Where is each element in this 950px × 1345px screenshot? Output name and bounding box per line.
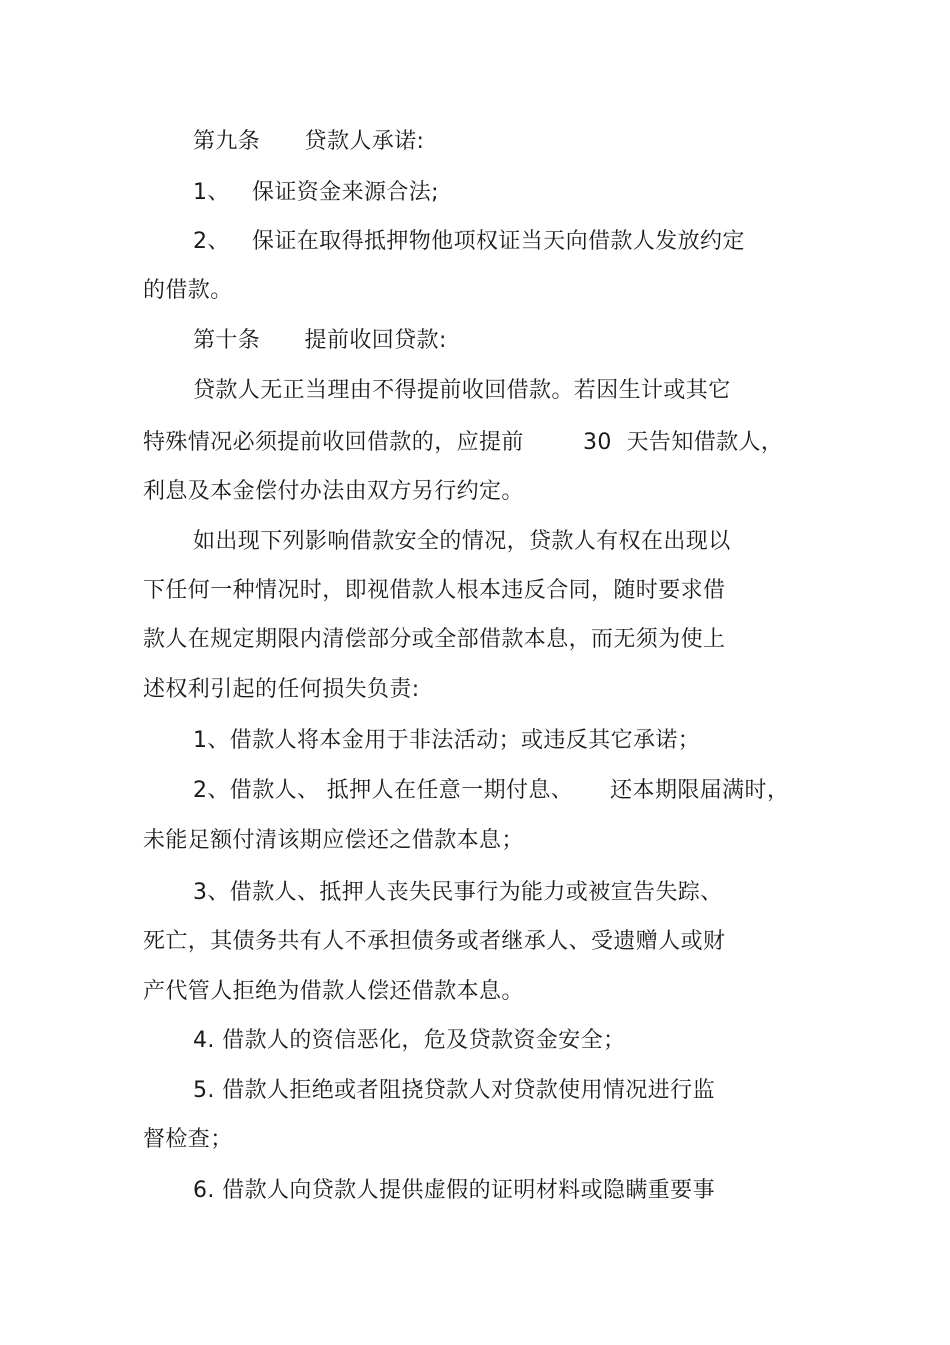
condition-item-4: 4. 借款人的资信恶化，危及贷款资金安全； — [193, 1028, 626, 1053]
paragraph-line: 利息及本金偿付办法由双方另行约定。 — [143, 479, 524, 504]
condition-item-3-cont: 死亡，其债务共有人不承担债务或者继承人、受遗赠人或财 — [143, 929, 726, 954]
paragraph-line: 如出现下列影响借款安全的情况，贷款人有权在出现以 — [193, 529, 731, 554]
condition-item-2: 2、借款人、 抵押人在任意一期付息、 还本期限届满时， — [193, 778, 790, 803]
paragraph-line: 特殊情况必须提前收回借款的，应提前 30 天告知借款人， — [143, 430, 784, 455]
condition-item-6: 6. 借款人向贷款人提供虚假的证明材料或隐瞒重要事 — [193, 1178, 715, 1203]
paragraph-line: 述权利引起的任何损失负责: — [143, 677, 420, 702]
paragraph-line: 贷款人无正当理由不得提前收回借款。若因生计或其它 — [193, 378, 731, 403]
condition-item-3: 3、借款人、抵押人丧失民事行为能力或被宣告失踪、 — [193, 880, 723, 905]
condition-item-1: 1、借款人将本金用于非法活动；或违反其它承诺； — [193, 728, 701, 753]
paragraph-line: 款人在规定期限内清偿部分或全部借款本息，而无须为使上 — [143, 627, 726, 652]
article-9-item-1: 1、 保证资金来源合法; — [193, 180, 439, 205]
condition-item-2-cont: 未能足额付清该期应偿还之借款本息； — [143, 828, 524, 853]
condition-item-3-cont: 产代管人拒绝为借款人偿还借款本息。 — [143, 979, 524, 1004]
article-9-item-2: 2、 保证在取得抵押物他项权证当天向借款人发放约定 — [193, 229, 745, 254]
article-9-item-2-cont: 的借款。 — [143, 278, 233, 303]
paragraph-line: 下任何一种情况时，即视借款人根本违反合同，随时要求借 — [143, 578, 726, 603]
article-10-heading: 第十条 提前收回贷款: — [193, 328, 447, 353]
condition-item-5-cont: 督检查； — [143, 1127, 233, 1152]
condition-item-5: 5. 借款人拒绝或者阻挠贷款人对贷款使用情况进行监 — [193, 1078, 715, 1103]
article-9-heading: 第九条 贷款人承诺: — [193, 129, 425, 154]
